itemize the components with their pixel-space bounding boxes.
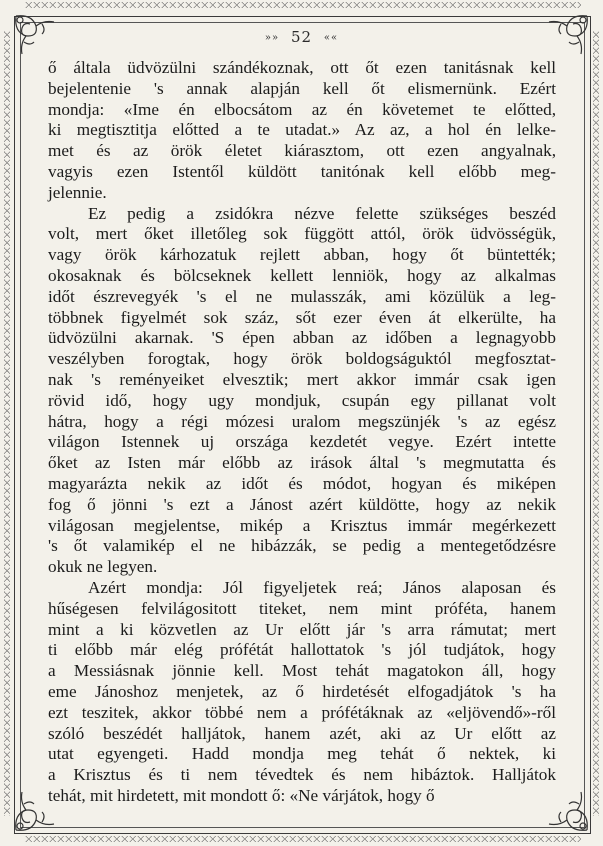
text-line: mint a ki közvetlen az Ur előtt jár 's arra rámutat; mert [48,619,556,639]
text-line: világosan megjelentse, mikép a Krisztus immár megérkezett [48,515,556,535]
paragraph [48,578,556,807]
text-line: hűségesen felvilágositott titeket, nem mint próféta, hanem [48,598,556,618]
text-line: 's őt valamikép el ne hibázzák, se pedig a mentegetődzésre [48,536,556,556]
text-line: okuk ne legyen. [48,557,158,577]
text-line: hátra, hogy a régi mózesi uralom megszünjék 's az egész [48,411,556,431]
text-line: veszélyben forogtak, hogy örök boldogságuktól megfosztat- [48,349,556,369]
text-line: okosaknak és bölcseknek kellett lenniök, hogy az alkalmas [48,265,556,285]
paragraph [48,204,556,578]
text-line: Ez pedig a zsidókra nézve felette szükséges beszéd [88,203,556,223]
text-line: a Krisztus és ti nem tévedtek és nem hibáztok. Halljátok [48,765,556,785]
text-line: szóló beszédét halljátok, hanem azét, aki az Ur előtt az [48,723,556,743]
text-line: eme Jánoshoz menjetek, az ő hirdetését elfogadjátok 's ha [48,681,556,701]
body-text [48,58,556,807]
header-ornament-left: »» [264,32,280,44]
page-number: 52 [290,28,313,46]
text-line: nak 's reményeiket elvesztik; mert akkor immár csak igen [48,369,556,389]
text-line: őket az Isten már előbb az irások által 's megmutatta és [48,453,556,473]
text-line: fog ő jönni 's ezt a Jánost azért küldötte, hogy az nekik [48,494,556,514]
text-line: ezt teszitek, akkor többé nem a prófétáknak az «eljövendő»-ről [48,702,556,722]
text-line: ki megtisztitja előtted a te utadat.» Az az, a hol én lelke- [48,120,556,140]
text-line: rövid idő, hogy ugy mondjuk, csupán egy pillanat volt [48,390,556,410]
header-ornament-right: «« [323,32,339,44]
text-line: tehát, mit hirdetett, mit mondott ő: «Ne várjátok, hogy ő [48,785,435,805]
text-line: ti előbb már elég prófétát hallottatok 's jól tudjátok, hogy [48,640,556,660]
text-line: többnek figyelmét sok száz, sőt ezer éven át elkerülte, ha [48,307,556,327]
text-line: mondja: «Ime én elbocsátom az én követemet te előtted, [48,99,556,119]
text-line: jelennie. [48,182,107,202]
text-line: bejelentenie 's annak alapján kell őt elismernünk. Ezért [48,78,556,98]
left-border-pattern [4,30,10,816]
text-line: üdvözülni akarnak. 'S épen abban az időben a legnagyobb [48,328,556,348]
text-line: világon Istennek uj országa kezdetét vegye. Ezért intette [48,432,556,452]
text-line: időt észrevegyék 's el ne mulasszák, ami közülük a leg- [48,286,556,306]
bottom-border-pattern [24,836,581,842]
right-border-pattern [593,30,599,816]
text-line: met és az örök életet kiárasztom, ott ezen angyalnak, [48,141,556,161]
paragraph [48,58,556,204]
text-line: vagyis ezen Istentől küldött tanitónak kell előbb meg- [48,161,556,181]
text-line: Azért mondja: Jól figyeljetek reá; János alaposan és [88,577,556,597]
text-line: magyarázta nekik az időt és módot, hogyan és miképen [48,473,556,493]
text-line: a Messiásnak jönnie kell. Most tehát magatokon áll, hogy [48,661,556,681]
top-border-pattern [24,2,581,8]
text-line: vagy örök kárhozatuk rejlett abban, hogy őt büntették; [48,245,556,265]
text-line: volt, mert őket illetőleg sok függött attól, örök üdvösségük, [48,224,556,244]
text-line: utat egyengeti. Hadd mondja meg tehát ő nektek, ki [48,744,556,764]
text-line: ő általa üdvözülni szándékoznak, ott őt ezen tanitásnak kell [48,58,556,77]
page-header [0,28,603,46]
